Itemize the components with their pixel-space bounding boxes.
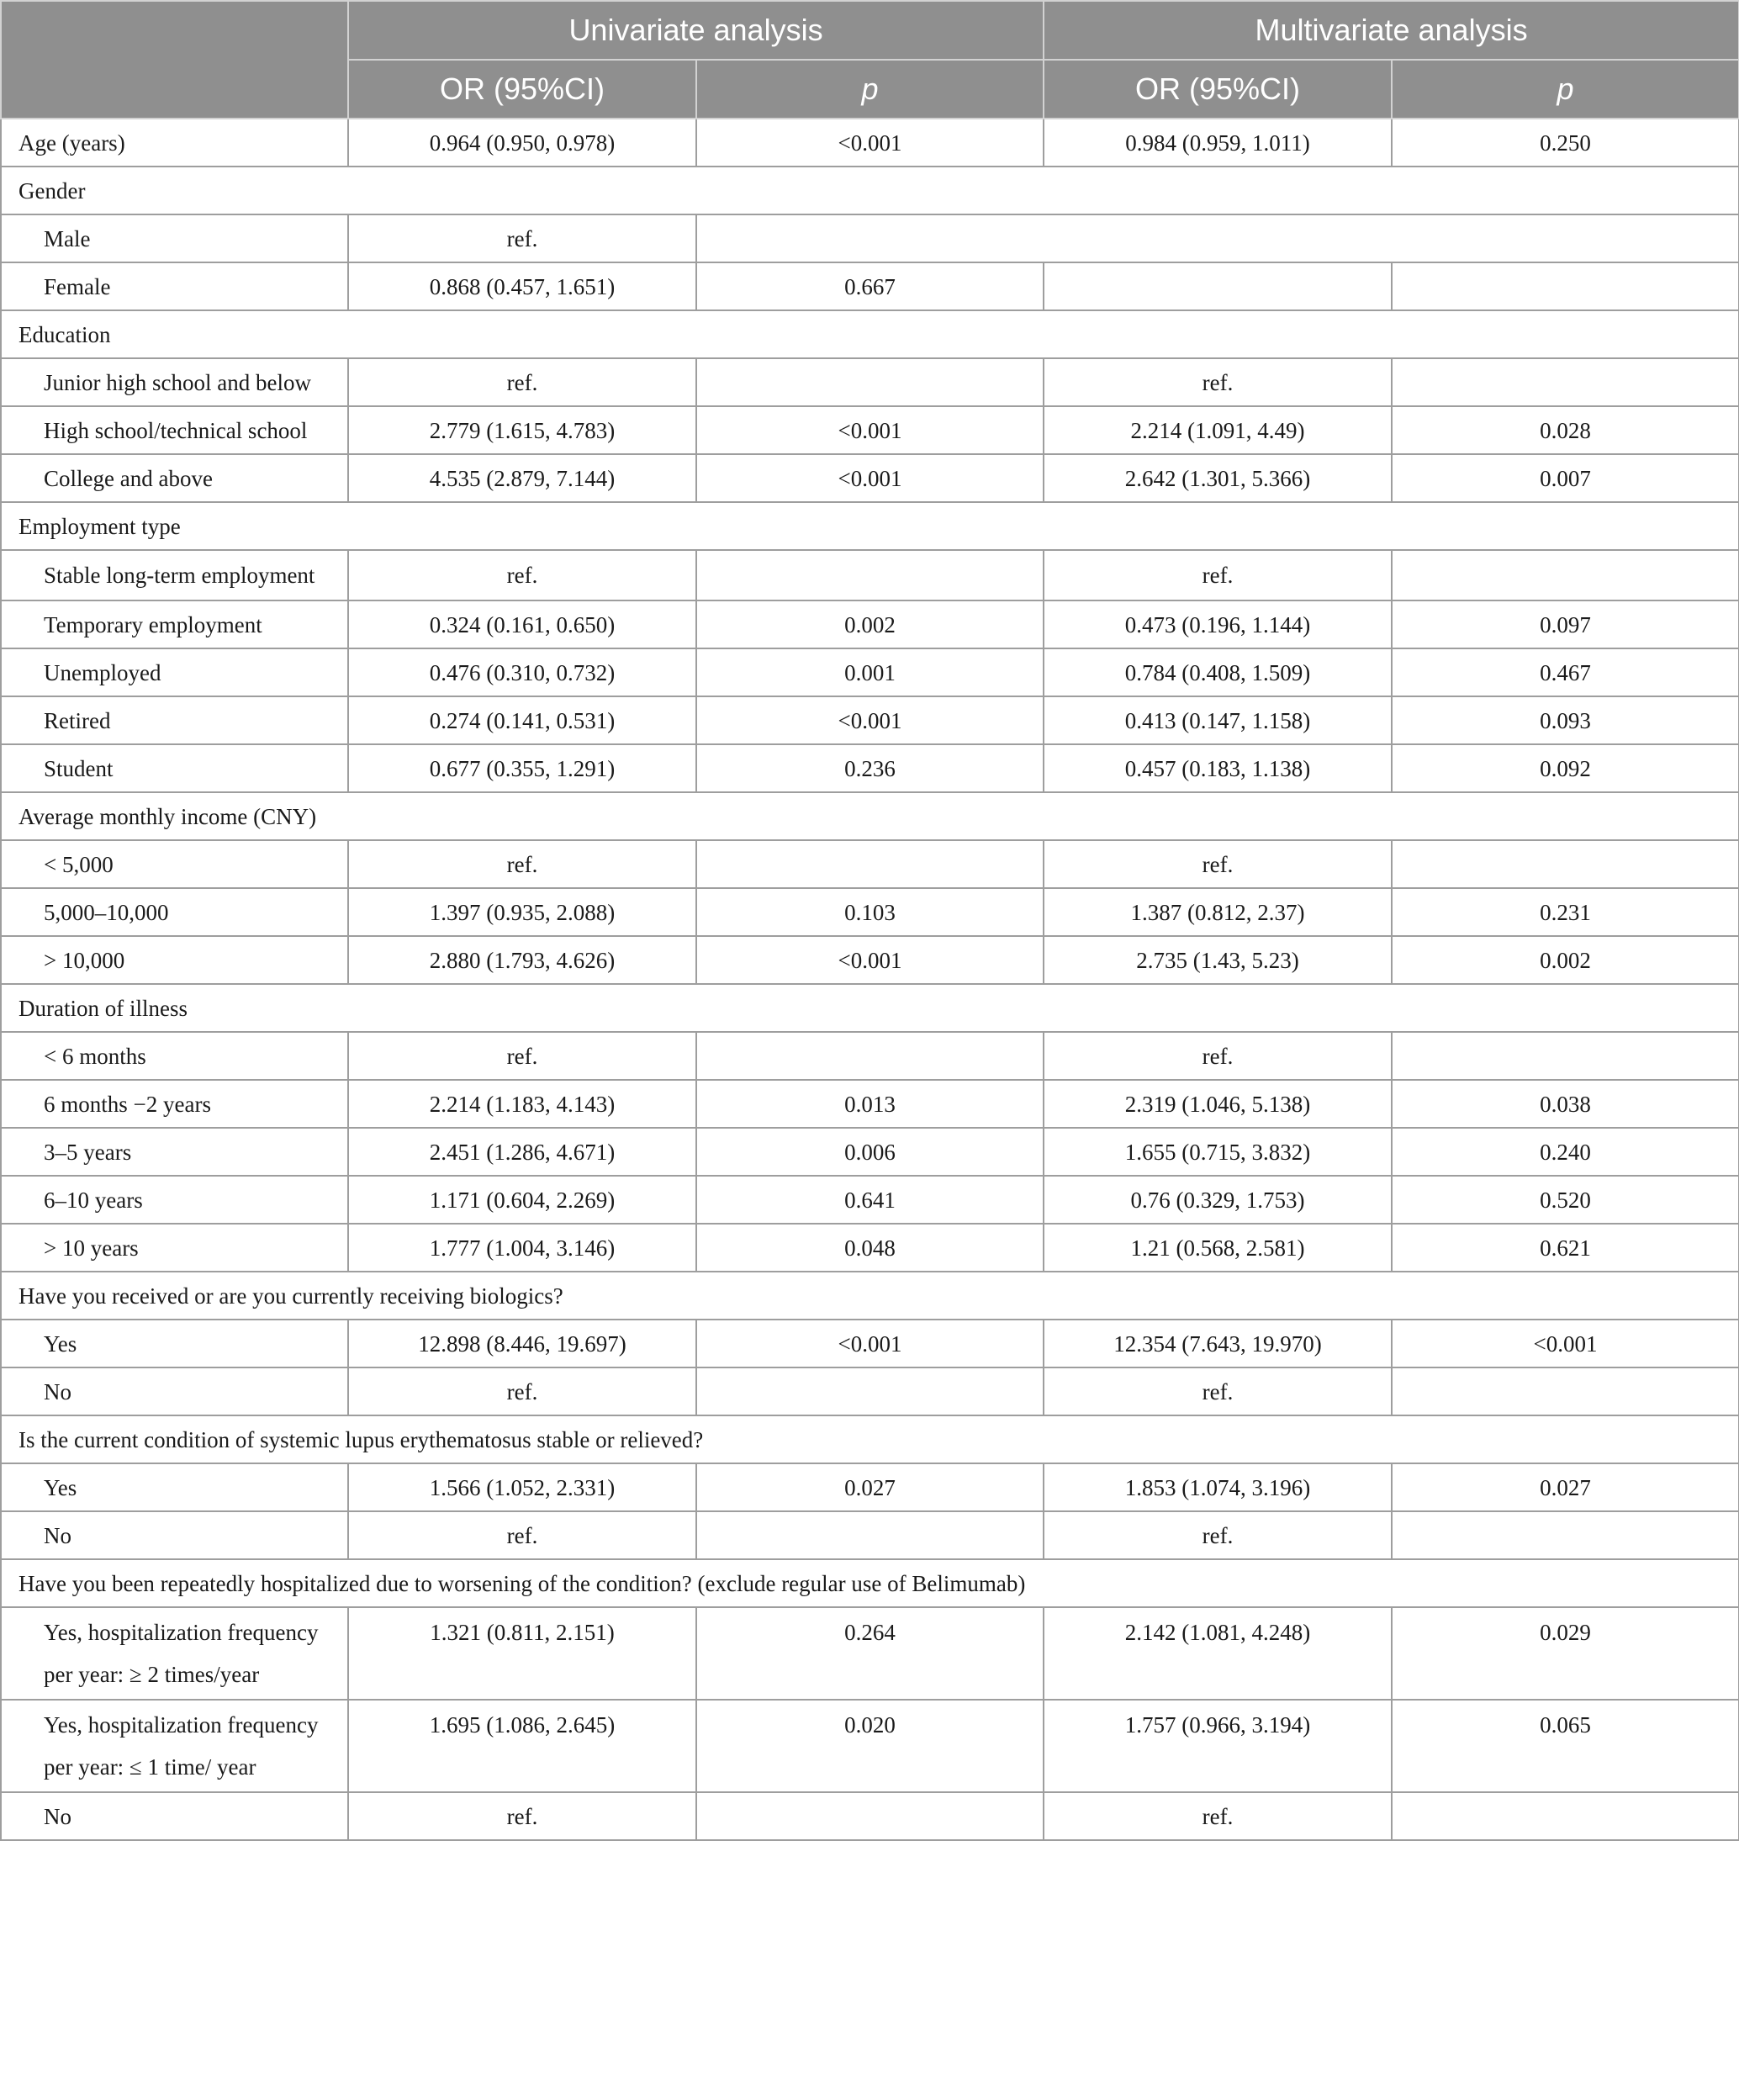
- univariate-p-cell: <0.001: [696, 119, 1044, 167]
- univariate-p-cell: 0.048: [696, 1224, 1044, 1272]
- multivariate-p-cell: 0.231: [1392, 888, 1739, 936]
- empty-merged-cell: [696, 214, 1739, 262]
- header-multivariate-or: OR (95%CI): [1044, 60, 1392, 119]
- univariate-or-cell: 2.880 (1.793, 4.626): [348, 936, 696, 984]
- table-row: [1, 1792, 1739, 1840]
- table-row: [1, 840, 1739, 888]
- header-blank: [1, 1, 348, 119]
- table-row: [1, 1320, 1739, 1367]
- univariate-or-cell: 0.274 (0.141, 0.531): [348, 696, 696, 744]
- univariate-or-cell: ref.: [348, 214, 696, 262]
- multivariate-p-cell: [1392, 1032, 1739, 1080]
- table-row: [1, 648, 1739, 696]
- section-row: [1, 310, 1739, 358]
- row-label: Yes: [1, 1463, 348, 1511]
- row-label: Age (years): [1, 119, 348, 167]
- multivariate-p-cell: 0.250: [1392, 119, 1739, 167]
- univariate-p-cell: [696, 1032, 1044, 1080]
- univariate-or-cell: 1.777 (1.004, 3.146): [348, 1224, 696, 1272]
- multivariate-or-cell: 1.21 (0.568, 2.581): [1044, 1224, 1392, 1272]
- multivariate-or-cell: 1.853 (1.074, 3.196): [1044, 1463, 1392, 1511]
- row-label: Yes, hospitalization frequency per year: ≥ 2 times/year: [1, 1607, 348, 1700]
- univariate-or-cell: 1.566 (1.052, 2.331): [348, 1463, 696, 1511]
- header-univariate-or: OR (95%CI): [348, 60, 696, 119]
- univariate-or-cell: 12.898 (8.446, 19.697): [348, 1320, 696, 1367]
- multivariate-p-cell: [1392, 1792, 1739, 1840]
- multivariate-p-cell: 0.092: [1392, 744, 1739, 792]
- table-row: [1, 1463, 1739, 1511]
- section-row: [1, 792, 1739, 840]
- multivariate-or-cell: 2.214 (1.091, 4.49): [1044, 406, 1392, 454]
- univariate-or-cell: 4.535 (2.879, 7.144): [348, 454, 696, 502]
- section-row: [1, 1415, 1739, 1463]
- row-label: > 10,000: [1, 936, 348, 984]
- row-label: Junior high school and below: [1, 358, 348, 406]
- row-label: Yes, hospitalization frequency per year: ≤ 1 time/ year: [1, 1700, 348, 1792]
- row-label: 5,000–10,000: [1, 888, 348, 936]
- univariate-p-cell: [696, 1792, 1044, 1840]
- univariate-p-cell: [696, 358, 1044, 406]
- table-row: [1, 1367, 1739, 1415]
- row-label: 6 months −2 years: [1, 1080, 348, 1128]
- univariate-or-cell: 0.868 (0.457, 1.651): [348, 262, 696, 310]
- univariate-p-cell: [696, 840, 1044, 888]
- univariate-p-cell: 0.264: [696, 1607, 1044, 1700]
- section-row: [1, 1559, 1739, 1607]
- section-row: [1, 984, 1739, 1032]
- multivariate-or-cell: 0.76 (0.329, 1.753): [1044, 1176, 1392, 1224]
- univariate-or-cell: 1.695 (1.086, 2.645): [348, 1700, 696, 1792]
- row-label: Yes: [1, 1320, 348, 1367]
- multivariate-p-cell: 0.027: [1392, 1463, 1739, 1511]
- table-row: [1, 936, 1739, 984]
- row-label: No: [1, 1511, 348, 1559]
- univariate-p-cell: 0.002: [696, 600, 1044, 648]
- row-label: 3–5 years: [1, 1128, 348, 1176]
- row-label: College and above: [1, 454, 348, 502]
- multivariate-or-cell: ref.: [1044, 1792, 1392, 1840]
- multivariate-or-cell: ref.: [1044, 550, 1392, 600]
- table-row: [1, 214, 1739, 262]
- multivariate-p-cell: 0.028: [1392, 406, 1739, 454]
- univariate-p-cell: <0.001: [696, 936, 1044, 984]
- univariate-or-cell: 2.779 (1.615, 4.783): [348, 406, 696, 454]
- multivariate-p-cell: 0.007: [1392, 454, 1739, 502]
- section-label: Employment type: [1, 502, 1739, 550]
- multivariate-or-cell: 0.984 (0.959, 1.011): [1044, 119, 1392, 167]
- multivariate-p-cell: [1392, 840, 1739, 888]
- section-label: Average monthly income (CNY): [1, 792, 1739, 840]
- multivariate-or-cell: 2.142 (1.081, 4.248): [1044, 1607, 1392, 1700]
- univariate-p-cell: <0.001: [696, 1320, 1044, 1367]
- multivariate-p-cell: [1392, 262, 1739, 310]
- univariate-p-cell: 0.027: [696, 1463, 1044, 1511]
- univariate-or-cell: 2.451 (1.286, 4.671): [348, 1128, 696, 1176]
- univariate-p-cell: 0.641: [696, 1176, 1044, 1224]
- multivariate-p-cell: <0.001: [1392, 1320, 1739, 1367]
- section-label: Gender: [1, 167, 1739, 214]
- row-label: No: [1, 1792, 348, 1840]
- table-row: [1, 1128, 1739, 1176]
- table-row: [1, 1080, 1739, 1128]
- multivariate-or-cell: 0.413 (0.147, 1.158): [1044, 696, 1392, 744]
- multivariate-or-cell: ref.: [1044, 1367, 1392, 1415]
- univariate-or-cell: 2.214 (1.183, 4.143): [348, 1080, 696, 1128]
- table-row: [1, 744, 1739, 792]
- section-row: [1, 1272, 1739, 1320]
- multivariate-or-cell: ref.: [1044, 358, 1392, 406]
- section-row: [1, 167, 1739, 214]
- multivariate-p-cell: 0.621: [1392, 1224, 1739, 1272]
- table-row: [1, 600, 1739, 648]
- univariate-or-cell: ref.: [348, 550, 696, 600]
- multivariate-or-cell: 0.784 (0.408, 1.509): [1044, 648, 1392, 696]
- univariate-p-cell: <0.001: [696, 454, 1044, 502]
- table-row: [1, 406, 1739, 454]
- univariate-p-cell: [696, 1367, 1044, 1415]
- univariate-or-cell: ref.: [348, 1367, 696, 1415]
- row-label: Retired: [1, 696, 348, 744]
- header-univariate-p: p: [696, 60, 1044, 119]
- row-label: > 10 years: [1, 1224, 348, 1272]
- multivariate-p-cell: [1392, 550, 1739, 600]
- univariate-p-cell: 0.006: [696, 1128, 1044, 1176]
- multivariate-p-cell: 0.002: [1392, 936, 1739, 984]
- univariate-or-cell: 0.677 (0.355, 1.291): [348, 744, 696, 792]
- header-multivariate: Multivariate analysis: [1044, 1, 1739, 60]
- table-row: [1, 1176, 1739, 1224]
- table-row: [1, 119, 1739, 167]
- table-row: [1, 1511, 1739, 1559]
- univariate-or-cell: 0.964 (0.950, 0.978): [348, 119, 696, 167]
- table-row: [1, 696, 1739, 744]
- univariate-or-cell: 1.171 (0.604, 2.269): [348, 1176, 696, 1224]
- univariate-or-cell: ref.: [348, 1792, 696, 1840]
- row-label: High school/technical school: [1, 406, 348, 454]
- univariate-p-cell: [696, 1511, 1044, 1559]
- table-row: [1, 454, 1739, 502]
- univariate-p-cell: 0.236: [696, 744, 1044, 792]
- univariate-p-cell: 0.013: [696, 1080, 1044, 1128]
- table-row: [1, 262, 1739, 310]
- multivariate-p-cell: 0.029: [1392, 1607, 1739, 1700]
- univariate-or-cell: 0.476 (0.310, 0.732): [348, 648, 696, 696]
- multivariate-or-cell: 1.387 (0.812, 2.37): [1044, 888, 1392, 936]
- multivariate-or-cell: 0.457 (0.183, 1.138): [1044, 744, 1392, 792]
- univariate-p-cell: [696, 550, 1044, 600]
- multivariate-p-cell: 0.240: [1392, 1128, 1739, 1176]
- table-row: [1, 1607, 1739, 1700]
- multivariate-p-cell: [1392, 358, 1739, 406]
- univariate-or-cell: 1.397 (0.935, 2.088): [348, 888, 696, 936]
- table-row: [1, 1032, 1739, 1080]
- univariate-or-cell: ref.: [348, 1511, 696, 1559]
- multivariate-or-cell: 1.757 (0.966, 3.194): [1044, 1700, 1392, 1792]
- row-label: No: [1, 1367, 348, 1415]
- row-label: Student: [1, 744, 348, 792]
- multivariate-p-cell: [1392, 1367, 1739, 1415]
- multivariate-or-cell: 2.642 (1.301, 5.366): [1044, 454, 1392, 502]
- row-label: < 6 months: [1, 1032, 348, 1080]
- multivariate-or-cell: ref.: [1044, 840, 1392, 888]
- multivariate-p-cell: 0.467: [1392, 648, 1739, 696]
- header-group-row: [1, 1, 1739, 60]
- table-header: [1, 1, 1739, 119]
- univariate-p-cell: 0.667: [696, 262, 1044, 310]
- multivariate-p-cell: 0.097: [1392, 600, 1739, 648]
- univariate-or-cell: 1.321 (0.811, 2.151): [348, 1607, 696, 1700]
- section-row: [1, 502, 1739, 550]
- header-univariate: Univariate analysis: [348, 1, 1044, 60]
- multivariate-or-cell: 2.319 (1.046, 5.138): [1044, 1080, 1392, 1128]
- multivariate-or-cell: 0.473 (0.196, 1.144): [1044, 600, 1392, 648]
- row-label: Female: [1, 262, 348, 310]
- row-label: < 5,000: [1, 840, 348, 888]
- multivariate-or-cell: ref.: [1044, 1032, 1392, 1080]
- univariate-or-cell: ref.: [348, 1032, 696, 1080]
- univariate-p-cell: <0.001: [696, 406, 1044, 454]
- multivariate-p-cell: 0.065: [1392, 1700, 1739, 1792]
- section-label: Have you received or are you currently receiving biologics?: [1, 1272, 1739, 1320]
- row-label: Stable long-term employment: [1, 550, 348, 600]
- univariate-p-cell: 0.001: [696, 648, 1044, 696]
- section-label: Have you been repeatedly hospitalized due to worsening of the condition? (exclude regular use of Belimumab): [1, 1559, 1739, 1607]
- multivariate-p-cell: 0.038: [1392, 1080, 1739, 1128]
- multivariate-p-cell: 0.520: [1392, 1176, 1739, 1224]
- row-label: Temporary employment: [1, 600, 348, 648]
- section-label: Is the current condition of systemic lupus erythematosus stable or relieved?: [1, 1415, 1739, 1463]
- multivariate-or-cell: 1.655 (0.715, 3.832): [1044, 1128, 1392, 1176]
- section-label: Education: [1, 310, 1739, 358]
- univariate-or-cell: 0.324 (0.161, 0.650): [348, 600, 696, 648]
- univariate-or-cell: ref.: [348, 840, 696, 888]
- multivariate-or-cell: 12.354 (7.643, 19.970): [1044, 1320, 1392, 1367]
- multivariate-p-cell: 0.093: [1392, 696, 1739, 744]
- table-row: [1, 550, 1739, 600]
- row-label: Male: [1, 214, 348, 262]
- univariate-or-cell: ref.: [348, 358, 696, 406]
- univariate-p-cell: 0.020: [696, 1700, 1044, 1792]
- table-row: [1, 358, 1739, 406]
- multivariate-or-cell: 2.735 (1.43, 5.23): [1044, 936, 1392, 984]
- table-row: [1, 1700, 1739, 1792]
- table-row: [1, 888, 1739, 936]
- header-multivariate-p: p: [1392, 60, 1739, 119]
- section-label: Duration of illness: [1, 984, 1739, 1032]
- table-body: [1, 119, 1739, 1840]
- multivariate-p-cell: [1392, 1511, 1739, 1559]
- multivariate-or-cell: ref.: [1044, 1511, 1392, 1559]
- univariate-p-cell: <0.001: [696, 696, 1044, 744]
- multivariate-or-cell: [1044, 262, 1392, 310]
- row-label: Unemployed: [1, 648, 348, 696]
- table-row: [1, 1224, 1739, 1272]
- univariate-p-cell: 0.103: [696, 888, 1044, 936]
- row-label: 6–10 years: [1, 1176, 348, 1224]
